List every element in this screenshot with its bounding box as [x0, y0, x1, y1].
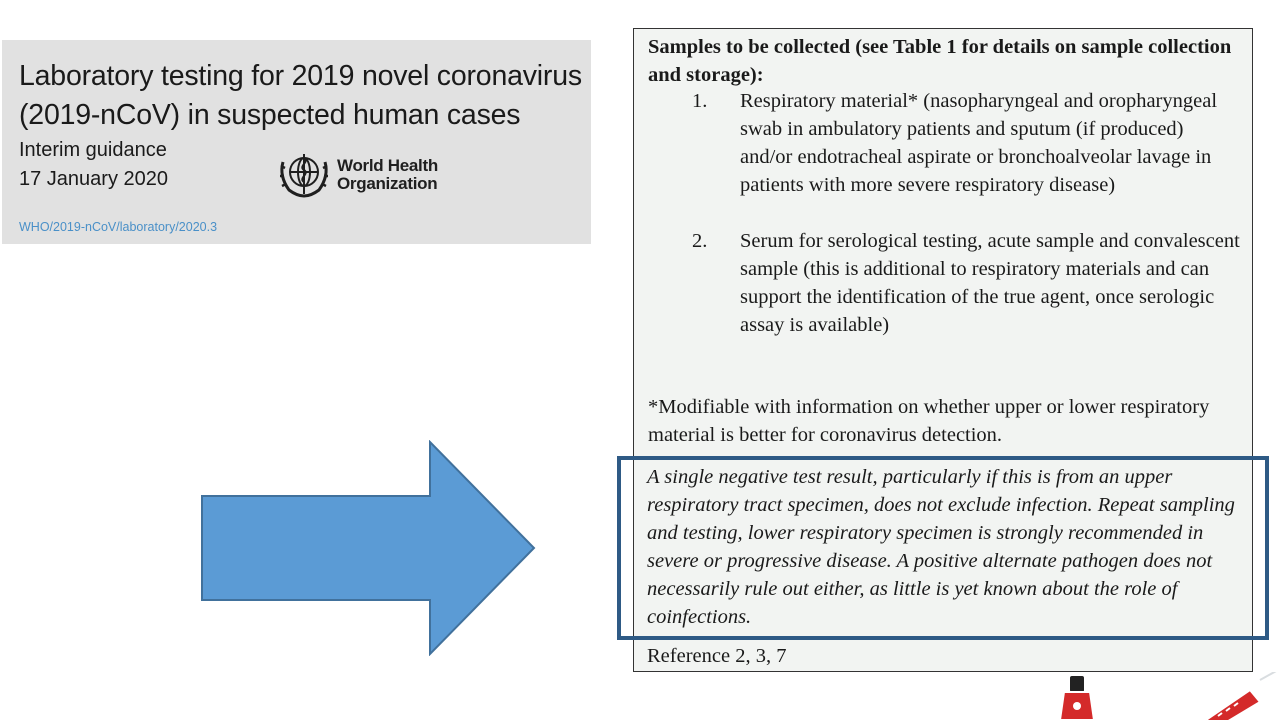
who-org-name	[337, 157, 438, 193]
reference-line: Reference 2, 3, 7	[647, 645, 787, 667]
org-name-line1: World Health	[337, 156, 438, 175]
right-arrow-icon	[200, 440, 540, 656]
list-item-text: Serum for serological testing, acute sample and convalescent sample (this is additional to respiratory materials and can support the identification of the true agent, once serologic assay is available)	[740, 230, 1240, 336]
highlighted-paragraph: A single negative test result, particularly if this is from an upper respiratory tract specimen, does not exclude infection. Repeat sampling and testing, lower respiratory specimen is strongly recommended in severe or progressive disease. A positive alternate pathogen does not necessarily rule out either, as little is yet known about the role of coinfections.	[647, 466, 1235, 628]
who-logo	[275, 150, 438, 200]
who-document-title: Laboratory testing for 2019 novel coronavirus (2019-nCoV) in suspected human cases	[19, 60, 582, 131]
who-header-panel	[2, 40, 591, 244]
who-subtitle	[19, 136, 168, 194]
list-item-number: 1.	[692, 90, 708, 112]
samples-heading: Samples to be collected (see Table 1 for details on sample collection and storage):	[648, 36, 1232, 86]
list-item-number: 2.	[692, 230, 708, 252]
list-item-text: Respiratory material* (nasopharyngeal and oropharyngeal swab in ambulatory patients and sputum (if produced) and/or endotracheal aspirate or bronchoalveolar lavage in patients with more severe respiratory disease)	[740, 90, 1218, 196]
publication-date: 17 January 2020	[19, 168, 169, 190]
who-emblem-icon	[275, 150, 333, 200]
test-tube-icon	[1050, 672, 1110, 720]
who-document-reference: WHO/2019-nCoV/laboratory/2020.3	[19, 220, 218, 234]
footnote: *Modifiable with information on whether upper or lower respiratory material is better for coronavirus detection.	[648, 396, 1210, 446]
interim-guidance-label: Interim guidance	[19, 139, 167, 161]
org-name-line2: Organization	[337, 174, 438, 193]
syringe-icon	[1200, 672, 1280, 720]
